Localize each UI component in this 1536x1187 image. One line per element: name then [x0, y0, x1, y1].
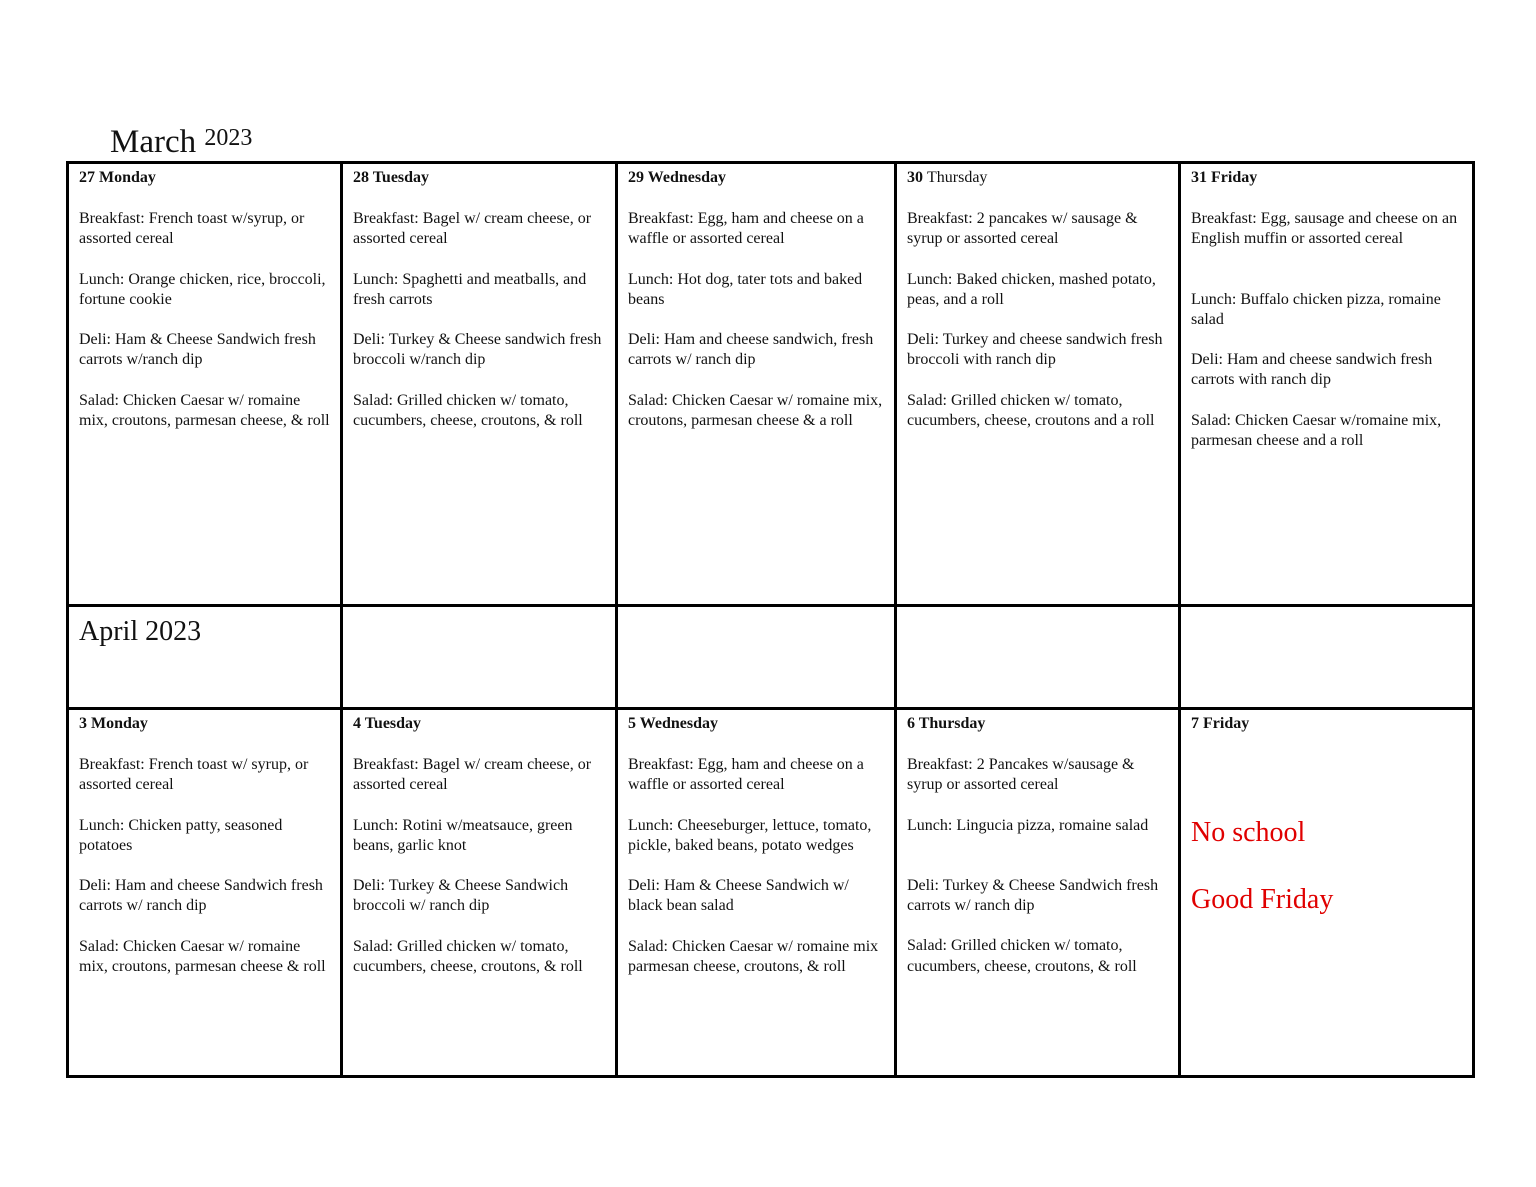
day-cell-apr-6 [897, 710, 1178, 1075]
lunch-item: Lunch: Orange chicken, rice, broccoli, fortune cookie [79, 270, 326, 308]
day-header: 6 Thursday [907, 715, 986, 732]
salad-item: Salad: Chicken Caesar w/ romaine mix parmesan cheese, croutons, & roll [628, 937, 879, 976]
salad-item: Salad: Chicken Caesar w/ romaine mix, croutons, parmesan cheese & a roll [628, 391, 883, 430]
salad-item: Salad: Chicken Caesar w/ romaine mix, croutons, parmesan cheese & roll [79, 937, 326, 976]
deli-item: Deli: Ham and cheese sandwich, fresh carrots w/ ranch dip [628, 331, 874, 369]
day-header: 28 Tuesday [353, 169, 430, 186]
march-month: March [110, 124, 197, 160]
deli-item: Deli: Ham and cheese sandwich fresh carrots with ranch dip [1191, 351, 1433, 389]
march-year: 2023 [204, 125, 253, 151]
breakfast-item: Breakfast: 2 Pancakes w/sausage & syrup or assorted cereal [907, 756, 1135, 794]
day-header: 31 Friday [1191, 169, 1258, 186]
deli-item: Deli: Ham & Cheese Sandwich fresh carrots w/ranch dip [79, 331, 316, 369]
day-cell-apr-3 [69, 710, 340, 1075]
lunch-item: Lunch: Rotini w/meatsauce, green beans, garlic knot [353, 816, 573, 854]
breakfast-item: Breakfast: Bagel w/ cream cheese, or assorted cereal [353, 756, 592, 794]
breakfast-item: Breakfast: Egg, ham and cheese on a waffle or assorted cereal [628, 210, 864, 248]
deli-item: Deli: Turkey & Cheese sandwich fresh broccoli w/ranch dip [353, 331, 602, 369]
salad-item: Salad: Chicken Caesar w/romaine mix, parmesan cheese and a roll [1191, 411, 1442, 450]
day-cell-mar-30 [897, 164, 1178, 604]
april-title: April 2023 [79, 616, 202, 647]
deli-item: Deli: Ham and cheese Sandwich fresh carrots w/ ranch dip [79, 877, 323, 915]
deli-item: Deli: Turkey and cheese sandwich fresh broccoli with ranch dip [907, 331, 1163, 369]
salad-item: Salad: Grilled chicken w/ tomato, cucumbers, cheese, croutons, & roll [353, 937, 583, 976]
day-cell-mar-31 [1181, 164, 1472, 604]
lunch-item: Lunch: Baked chicken, mashed potato, peas, and a roll [907, 270, 1156, 308]
lunch-item: Lunch: Spaghetti and meatballs, and fresh carrots [353, 270, 587, 308]
breakfast-item: Breakfast: Egg, sausage and cheese on an English muffin or assorted cereal [1191, 210, 1458, 248]
lunch-item: Lunch: Lingucia pizza, romaine salad [907, 816, 1149, 834]
march-title [110, 122, 252, 162]
day-cell-apr-7 [1181, 710, 1472, 1075]
day-cell-apr-4 [343, 710, 615, 1075]
salad-item: Salad: Chicken Caesar w/ romaine mix, croutons, parmesan cheese, & roll [79, 391, 330, 430]
breakfast-item: Breakfast: 2 pancakes w/ sausage & syrup or assorted cereal [907, 210, 1138, 248]
deli-item: Deli: Ham & Cheese Sandwich w/ black bean salad [628, 877, 849, 915]
breakfast-item: Breakfast: Egg, ham and cheese on a waffle or assorted cereal [628, 756, 864, 794]
lunch-item: Lunch: Cheeseburger, lettuce, tomato, pickle, baked beans, potato wedges [628, 816, 872, 854]
day-header: 4 Tuesday [353, 715, 422, 732]
day-header: 30 Thursday [907, 169, 988, 186]
salad-item: Salad: Grilled chicken w/ tomato, cucumbers, cheese, croutons and a roll [907, 391, 1155, 430]
deli-item: Deli: Turkey & Cheese Sandwich broccoli w/ ranch dip [353, 877, 569, 915]
breakfast-item: Breakfast: French toast w/syrup, or assorted cereal [79, 210, 305, 248]
deli-item: Deli: Turkey & Cheese Sandwich fresh carrots w/ ranch dip [907, 876, 1159, 915]
good-friday-note: Good Friday [1191, 884, 1334, 915]
day-cell-mar-27 [69, 164, 340, 604]
lunch-item: Lunch: Chicken patty, seasoned potatoes [79, 816, 283, 854]
lunch-item: Lunch: Hot dog, tater tots and baked beans [628, 270, 863, 308]
day-header: 29 Wednesday [628, 169, 726, 186]
lunch-item: Lunch: Buffalo chicken pizza, romaine salad [1191, 290, 1441, 328]
day-header: 27 Monday [79, 169, 156, 186]
day-header: 3 Monday [79, 715, 148, 732]
salad-item: Salad: Grilled chicken w/ tomato, cucumbers, cheese, croutons, & roll [353, 391, 583, 430]
day-header: 5 Wednesday [628, 715, 718, 732]
day-header: 7 Friday [1191, 715, 1250, 732]
breakfast-item: Breakfast: French toast w/ syrup, or assorted cereal [79, 756, 309, 794]
menu-calendar [66, 161, 1475, 1078]
april-label-cell [69, 607, 340, 707]
day-cell-mar-29 [618, 164, 894, 604]
breakfast-item: Breakfast: Bagel w/ cream cheese, or assorted cereal [353, 210, 592, 248]
salad-item: Salad: Grilled chicken w/ tomato, cucumbers, cheese, croutons, & roll [907, 937, 1137, 975]
day-cell-mar-28 [343, 164, 615, 604]
day-cell-apr-5 [618, 710, 894, 1075]
no-school-note: No school [1191, 817, 1306, 848]
